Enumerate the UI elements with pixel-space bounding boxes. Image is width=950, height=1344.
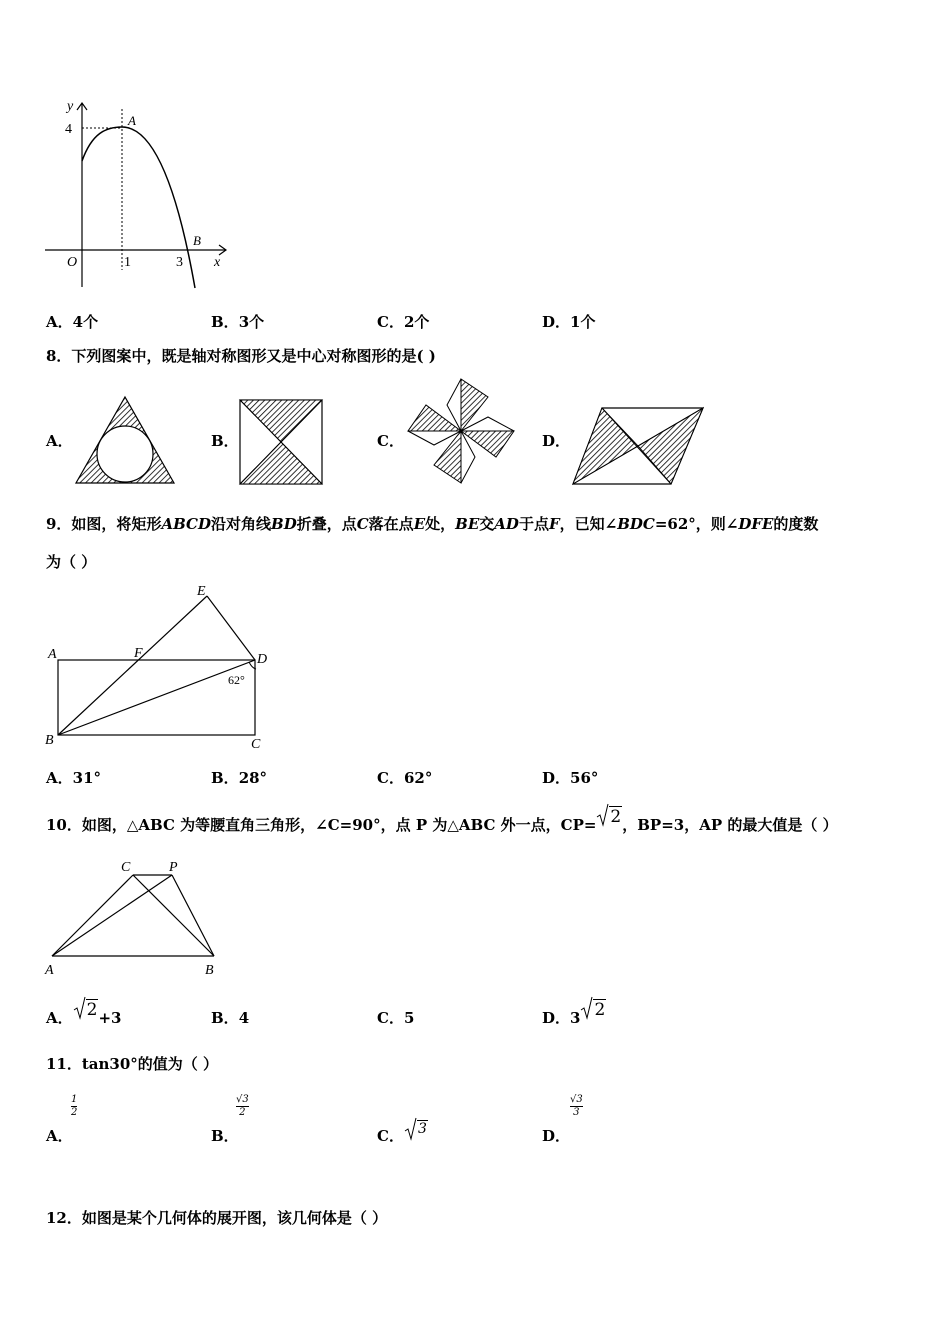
q9-label-d: D	[257, 652, 268, 667]
q10-figure	[42, 852, 227, 982]
q11-option-b-fraction: $\frac{√3}{2}$	[236, 1094, 249, 1118]
q7-x-tick-3: 3	[176, 255, 183, 270]
q11-option-d-fraction: $\frac{√3}{3}$	[570, 1094, 583, 1118]
q7-x-label: x	[214, 255, 221, 270]
q7-point-a: A	[128, 113, 136, 128]
q12-stem: 12．如图是某个几何体的展开图，该几何体是（ ）	[46, 1209, 388, 1227]
q9-label-e: E	[197, 584, 206, 599]
q9-option-d[interactable]: D．56°	[542, 769, 599, 787]
q9-label-c: C	[251, 737, 261, 752]
q10-option-a[interactable]: A． 2+3	[46, 1007, 121, 1028]
sqrt-icon	[596, 803, 609, 827]
q7-option-a[interactable]: A．4个	[46, 313, 99, 331]
q11-option-b[interactable]: B．	[211, 1127, 239, 1145]
q8-figure-b[interactable]	[238, 398, 324, 486]
q11-option-c[interactable]: C． 3	[377, 1125, 428, 1146]
q9-label-f: F	[134, 646, 143, 661]
q8-option-d[interactable]: D．	[542, 432, 571, 450]
q7-point-b: B	[193, 233, 201, 248]
q7-x-tick-1: 1	[124, 255, 131, 270]
q9-option-a[interactable]: A．31°	[46, 769, 102, 787]
q10-option-b[interactable]: B．4	[211, 1009, 250, 1027]
q7-option-b[interactable]: B．3个	[211, 313, 265, 331]
q10-stem: 10．如图，△ABC 为等腰直角三角形，∠C=90°，点 P 为△ABC 外一点，CP= 2，BP=3，AP 的最大值是（ ）	[46, 814, 838, 835]
sqrt-icon	[73, 996, 86, 1020]
sqrt-icon	[404, 1117, 417, 1141]
q10-option-c[interactable]: C．5	[377, 1009, 415, 1027]
q11-option-a[interactable]: A．	[46, 1127, 73, 1145]
q8-option-b[interactable]: B．	[211, 432, 239, 450]
q10-label-p: P	[169, 860, 178, 875]
q7-origin: O	[67, 255, 78, 270]
q7-y-tick: 4	[65, 122, 72, 137]
q10-label-a: A	[45, 963, 54, 978]
q11-stem: 11．tan30°的值为（ ）	[46, 1055, 219, 1073]
q9-option-c[interactable]: C．62°	[377, 769, 433, 787]
q9-stem: 9．如图，将矩形ABCD沿对角线BD折叠，点C落在点E处，BE交AD于点F，已知∠BDC=62°，则∠DFE的度数	[46, 515, 819, 533]
q10-label-c: C	[121, 860, 131, 875]
q7-option-c[interactable]: C．2个	[377, 313, 430, 331]
q8-figure-a[interactable]	[72, 394, 178, 486]
q7-option-d[interactable]: D．1个	[542, 313, 596, 331]
q9-label-b: B	[45, 733, 54, 748]
q9-option-b[interactable]: B．28°	[211, 769, 268, 787]
q8-figure-c[interactable]	[404, 375, 520, 487]
q9-stem-line2: 为（ ）	[46, 553, 97, 571]
q10-option-d[interactable]: D．3 2	[542, 1007, 606, 1028]
q8-figure-d[interactable]	[570, 405, 706, 487]
sqrt-icon	[580, 996, 593, 1020]
q11-option-d[interactable]: D．	[542, 1127, 571, 1145]
q7-y-label: y	[67, 99, 74, 114]
q8-option-c[interactable]: C．	[377, 432, 404, 450]
q7-graph	[40, 95, 240, 295]
q8-stem: 8．下列图案中，既是轴对称图形又是中心对称图形的是( )	[46, 347, 436, 365]
q10-sqrt: 2	[596, 807, 622, 827]
q9-figure	[42, 580, 277, 752]
q9-label-angle: 62°	[228, 673, 245, 687]
q10-label-b: B	[205, 963, 214, 978]
q8-option-a[interactable]: A．	[46, 432, 73, 450]
q9-label-a: A	[48, 647, 57, 662]
q11-option-a-fraction: $\frac{1}{2}$	[71, 1094, 78, 1118]
